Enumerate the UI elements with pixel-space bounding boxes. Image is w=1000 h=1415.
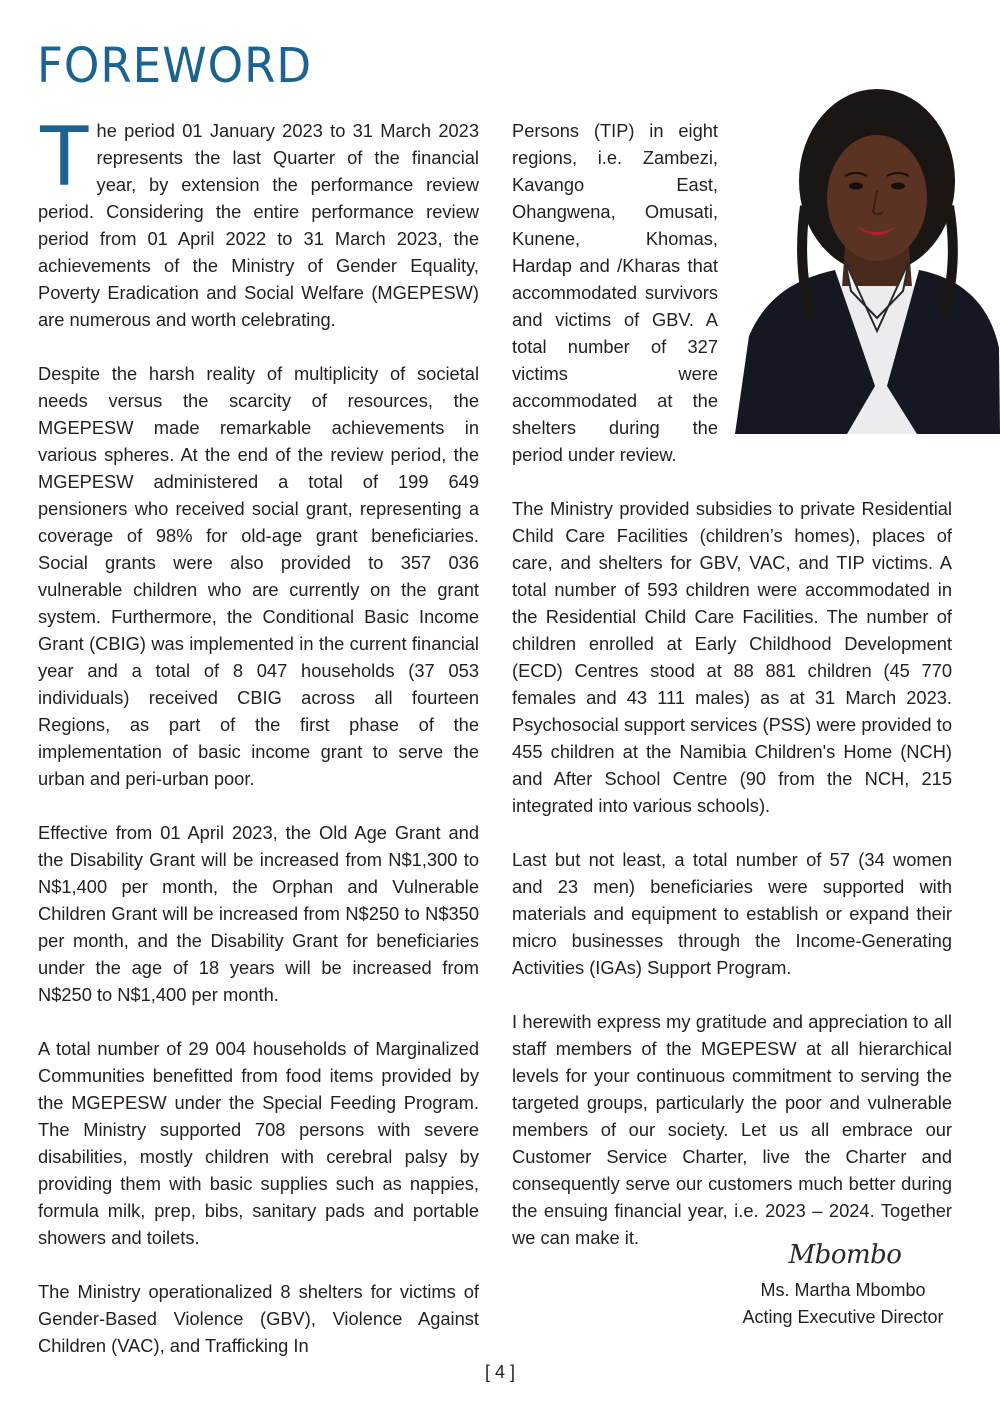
paragraph-gratitude: I herewith express my gratitude and appreciation to all staff members of the MGEPESW at all hierarchical levels for your continuous commitment to serving the targeted groups, particularly the poor and vulnerable members of our society. Let us all embrace our Customer Service Charter, live the Charter and consequently serve our customers much better during the ensuing financial year, i.e. 2023 – 2024. Together we can make it. (512, 1011, 952, 1248)
paragraph-achievements: Despite the harsh reality of multiplicity of societal needs versus the scarcity of resources, the MGEPESW made remarkable achievements in various spheres. At the end of the review period, the MGEPESW administered a total of 199 649 pensioners who received social grant, representing a coverage of 98% for old-age grant beneficiaries. Social grants were also provided to 357 036 vulnerable children who are currently on the grant system. Furthermore, the Conditional Basic Income Grant (CBIG) was implemented in the current financial year and a total of 8 047 households (37 053 individuals) received CBIG across all fourteen Regions, as part of the first phase of the implementation of basic income grant to serve the urban and peri-urban poor. (38, 363, 479, 789)
handwritten-signature: Mbombo (788, 1240, 902, 1270)
right-column (512, 117, 952, 1278)
photo-wrap-space (718, 117, 952, 433)
paragraph-grant-increases: Effective from 01 April 2023, the Old Age Grant and the Disability Grant will be increased from N$1,300 to N$1,400 per month, the Orphan and Vulnerable Children Grant will be increased from N$250 to N$350 per month, and the Disability Grant for beneficiaries under the age of 18 years will be increased from N$250 to N$1,400 per month. (38, 822, 479, 1005)
paragraph-shelters-continued: Persons (TIP) in eight regions, i.e. Zambezi, Kavango East, Ohangwena, Omusati, Kunene, Khomas, Hardap and /Kharas that accommodated survivors and victims of GBV. A total number of 327 victims were accommodated at the shelters during the period under review. (512, 120, 718, 465)
page-number: [ 4 ] (484, 1362, 515, 1382)
left-column (38, 108, 479, 1386)
signatory (730, 1277, 956, 1331)
paragraph-feeding-program: A total number of 29 004 households of Marginalized Communities benefitted from food items provided by the MGEPESW under the Special Feeding Program. The Ministry supported 708 persons with severe disabilities, mostly children with cerebral palsy by providing them with basic supplies such as nappies, formula milk, prep, bibs, sanitary pads and portable showers and toilets. (38, 1038, 479, 1248)
paragraph-intro (38, 108, 479, 333)
signatory-name: Ms. Martha Mbombo (760, 1280, 926, 1300)
paragraph-intro-text: he period 01 January 2023 to 31 March 2023 represents the last Quarter of the financial year, by extension the performance review period. Considering the entire performance review period from 01 April 2022 to 31 March 2023, the achievements of the Ministry of Gender Equality, Poverty Eradication and Social Welfare (MGEPESW) are numerous and worth celebrating. (38, 120, 479, 330)
page-title: FOREWORD (37, 38, 313, 94)
drop-cap: T (38, 108, 91, 204)
paragraph-child-care: The Ministry provided subsidies to private Residential Child Care Facilities (children’s homes), places of care, and shelters for GBV, VAC, and TIP victims. A total number of 593 children were accommodated in the Residential Child Care Facilities. The number of children enrolled at Early Childhood Development (ECD) Centres stood at 88 881 children (45 770 females and 43 111 males) as at 31 March 2023. Psychosocial support services (PSS) were provided to 455 children at the Namibia Children's Home (NCH) and After School Centre (90 from the NCH, 215 integrated into various schools). (512, 498, 952, 816)
paragraph-iga-support: Last but not least, a total number of 57 (34 women and 23 men) beneficiaries were supported with materials and equipment to establish or expand their micro businesses through the Income-Generating Activities (IGAs) Support Program. (512, 849, 952, 978)
signatory-role: Acting Executive Director (742, 1307, 944, 1327)
paragraph-shelters: The Ministry operationalized 8 shelters for victims of Gender-Based Violence (GBV), Violence Against Children (VAC), and Trafficking In (38, 1281, 479, 1356)
